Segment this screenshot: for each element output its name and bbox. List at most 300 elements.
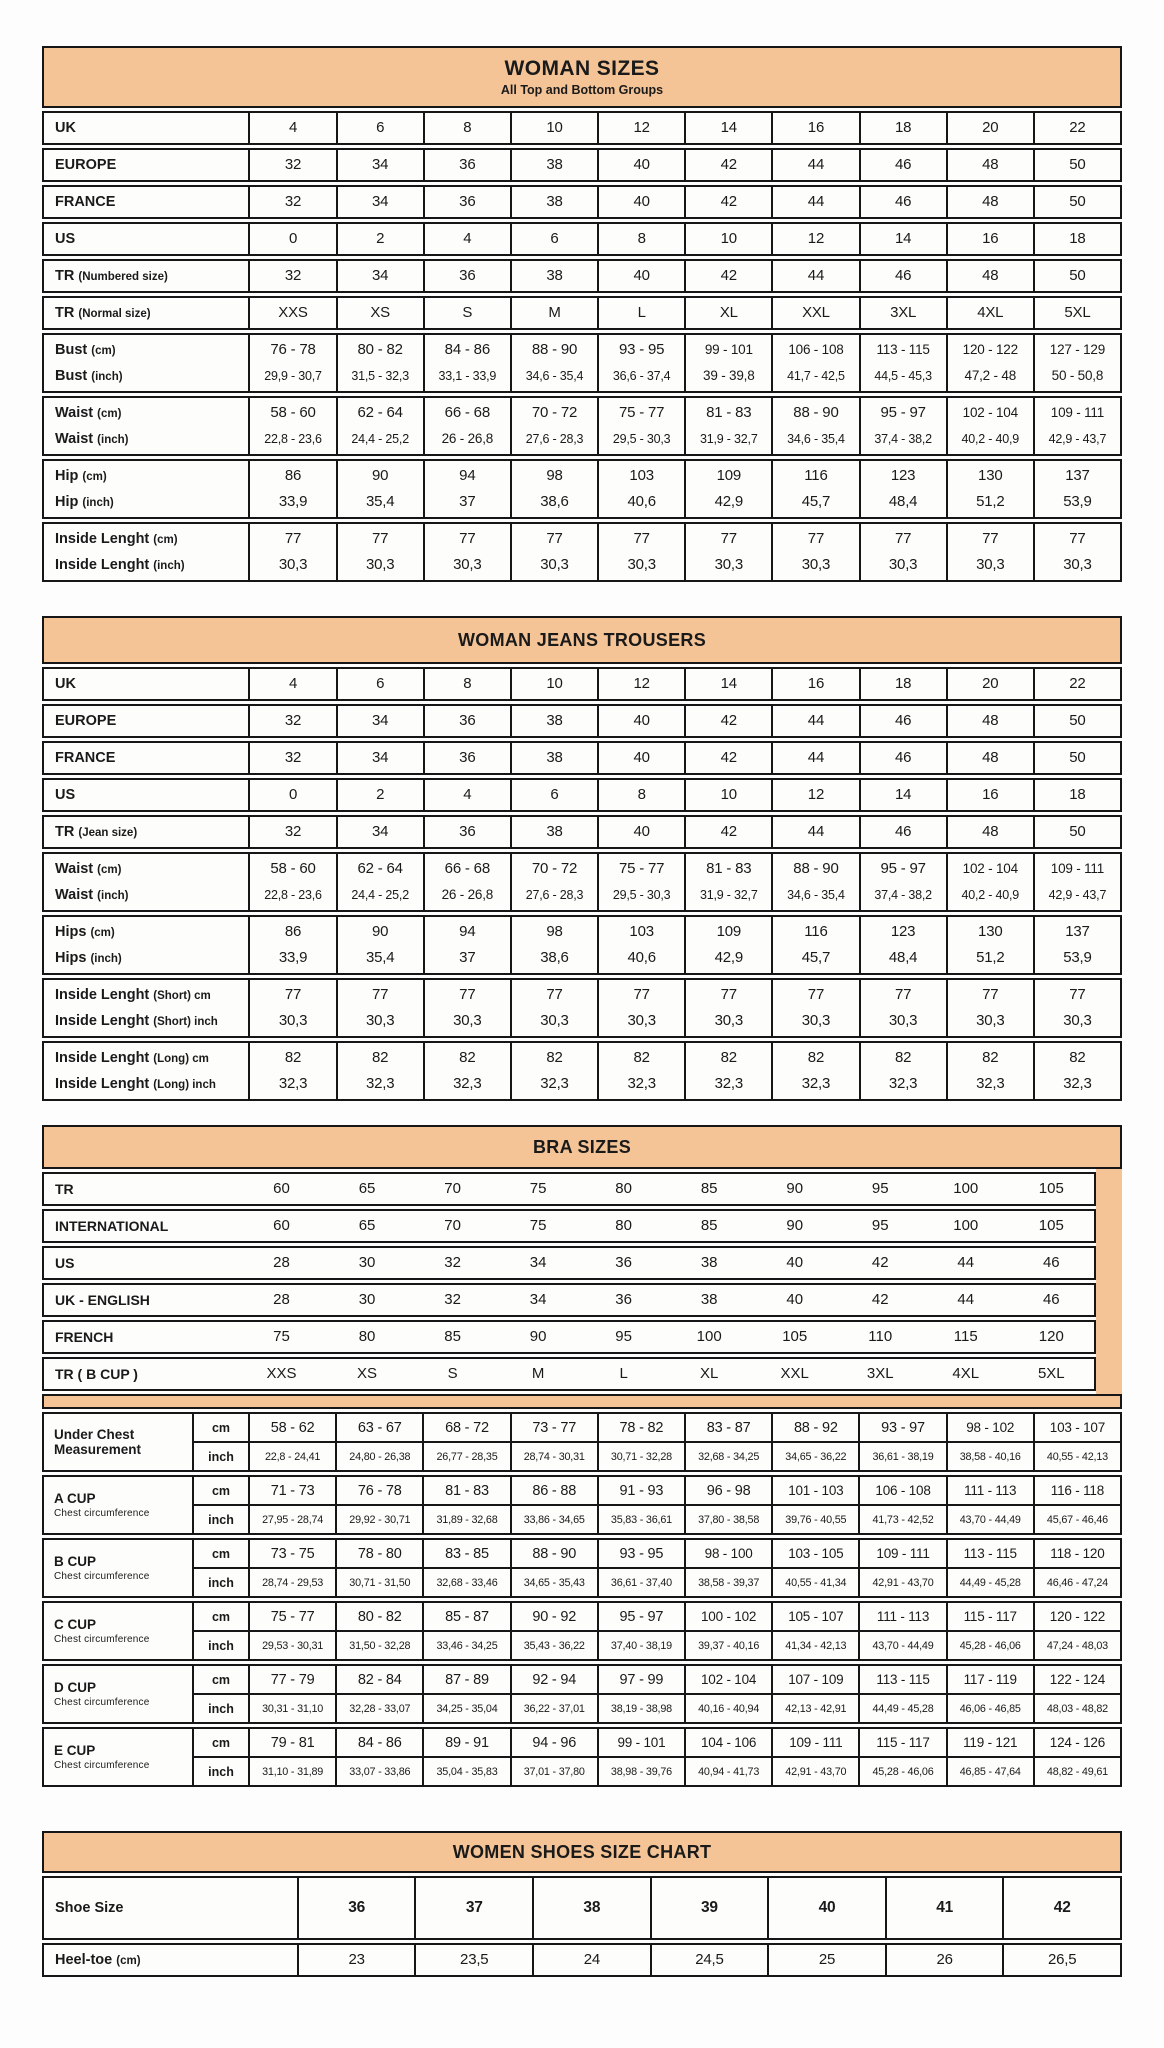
- size-value: 12: [807, 786, 825, 803]
- size-value: 32,3: [365, 1075, 395, 1092]
- size-cell: [858, 1666, 945, 1722]
- size-cell: [510, 817, 597, 847]
- size-cell: [771, 335, 858, 391]
- size-cell: [946, 1540, 1033, 1596]
- size-value: 32,3: [1063, 1075, 1092, 1092]
- row-label-text: Inside Lenght (Short) inch: [55, 1013, 218, 1029]
- size-value: 50 - 50,8: [1051, 368, 1104, 383]
- size-cell: [510, 461, 597, 517]
- row-label: [44, 398, 248, 454]
- size-cell: 100: [953, 1180, 979, 1197]
- size-value: 8: [637, 230, 646, 247]
- size-cell: [510, 113, 597, 143]
- size-cell: [859, 743, 946, 773]
- size-value: 84 - 86: [444, 341, 490, 358]
- size-value: 83 - 85: [424, 1540, 509, 1569]
- size-cell: [1033, 1414, 1120, 1470]
- size-cell: [771, 817, 858, 847]
- size-cell: [1033, 1043, 1120, 1099]
- unit-label: [194, 1414, 248, 1443]
- size-value: 130: [978, 923, 1003, 940]
- size-value: 83 - 87: [686, 1414, 771, 1443]
- size-cell: [248, 706, 335, 736]
- size-value: 30,3: [976, 1012, 1005, 1029]
- size-value: 42: [720, 712, 737, 729]
- size-cell: [859, 187, 946, 217]
- size-value: 40,2 - 40,9: [961, 888, 1020, 902]
- size-value: 41: [936, 1899, 954, 1916]
- size-value: 77: [1069, 986, 1086, 1003]
- size-cell: XXS: [266, 1365, 297, 1382]
- size-value: 90 - 92: [512, 1603, 597, 1632]
- table-row: [42, 741, 1122, 775]
- size-cell: 75: [529, 1217, 547, 1234]
- size-value: 75 - 77: [618, 404, 665, 421]
- size-value: 48,4: [888, 949, 918, 966]
- size-cell: 75: [529, 1180, 547, 1197]
- size-value: 115 - 117: [948, 1603, 1033, 1632]
- size-cell: [335, 1666, 422, 1722]
- size-value: 40: [633, 749, 650, 766]
- size-value: 36,6 - 37,4: [612, 369, 671, 383]
- size-value: 33,07 - 33,86: [349, 1765, 411, 1778]
- size-value: 106 - 108: [788, 342, 844, 357]
- size-cell: [859, 150, 946, 180]
- section-separator: [42, 1394, 1122, 1409]
- size-cell: [771, 261, 858, 291]
- size-value: 18: [1069, 230, 1086, 247]
- size-value: 31,9 - 32,7: [700, 432, 758, 446]
- size-cell: [684, 854, 771, 910]
- cup-label: [44, 1414, 194, 1470]
- size-cell: [422, 1540, 509, 1596]
- size-cell: [510, 669, 597, 699]
- size-value: 80 - 82: [357, 341, 403, 358]
- size-cell: [510, 917, 597, 973]
- size-value: 20: [982, 675, 999, 692]
- size-cell: [684, 1414, 771, 1470]
- size-value: 44: [807, 156, 825, 173]
- size-cell: L: [619, 1365, 628, 1382]
- size-value: 18: [894, 119, 912, 136]
- size-value: 30,3: [1063, 1012, 1092, 1029]
- row-label: [44, 780, 248, 810]
- size-value: 82: [982, 1049, 999, 1066]
- size-value: 20: [982, 119, 999, 136]
- size-value: 46: [894, 749, 912, 766]
- row-label-text: TR (Jean size): [55, 824, 138, 840]
- size-cell: [336, 1043, 423, 1099]
- size-cell: [510, 261, 597, 291]
- table-row: [42, 396, 1122, 456]
- table-row: [42, 852, 1122, 912]
- cup-name: B CUP: [54, 1554, 97, 1569]
- size-value: 36,61 - 37,40: [610, 1576, 672, 1589]
- size-value: 127 - 129: [1049, 342, 1106, 357]
- size-value: 89 - 91: [424, 1729, 509, 1758]
- size-cell: [1033, 113, 1120, 143]
- size-cell: [248, 1603, 335, 1659]
- size-cell: [248, 854, 335, 910]
- size-cell: [597, 706, 684, 736]
- row-label-text: FRANCE: [55, 750, 116, 766]
- size-value: 46,06 - 46,85: [959, 1702, 1021, 1715]
- size-cell: [248, 150, 335, 180]
- size-value: 32,3: [540, 1075, 569, 1092]
- size-value: 42: [720, 156, 737, 173]
- unit-text: cm: [211, 1420, 231, 1435]
- size-value: 53,9: [1063, 949, 1092, 966]
- size-cell: 32: [444, 1254, 461, 1271]
- size-value: 77: [372, 986, 389, 1003]
- size-value: 32,3: [278, 1075, 308, 1092]
- table-row: [42, 296, 1122, 330]
- size-cell: [335, 1603, 422, 1659]
- size-value: 99 - 101: [704, 342, 753, 357]
- size-value: 34,6 - 35,4: [787, 888, 845, 902]
- size-value: XL: [719, 304, 738, 321]
- size-value: 63 - 67: [337, 1414, 422, 1443]
- size-value: 40: [633, 712, 650, 729]
- size-cell: [771, 150, 858, 180]
- unit-cell: [194, 1477, 248, 1533]
- size-value: 58 - 60: [270, 404, 316, 421]
- size-value: 113 - 115: [860, 1666, 945, 1695]
- size-value: 111 - 113: [948, 1477, 1033, 1506]
- size-cell: [946, 706, 1033, 736]
- size-value: 22,8 - 23,6: [264, 432, 322, 446]
- unit-cell: [194, 1729, 248, 1785]
- size-cell: [597, 224, 684, 254]
- size-value: 94: [459, 467, 476, 484]
- size-value: 77: [807, 530, 825, 547]
- size-value: 48,82 - 49,61: [1046, 1765, 1108, 1778]
- size-value: 46: [894, 156, 912, 173]
- size-value: 119 - 121: [948, 1729, 1033, 1758]
- size-value: 30,3: [453, 1012, 482, 1029]
- size-cell: [597, 150, 684, 180]
- size-value: 86: [284, 467, 302, 484]
- size-cell: 44: [957, 1291, 975, 1308]
- size-value: 58 - 62: [250, 1414, 335, 1443]
- size-cell: [422, 1603, 509, 1659]
- size-cell: [859, 461, 946, 517]
- woman-sizes-header: [42, 46, 1122, 108]
- size-cell: [771, 461, 858, 517]
- size-value: 81 - 83: [706, 404, 752, 421]
- size-value: 77: [807, 986, 825, 1003]
- size-cell: 105: [782, 1328, 808, 1345]
- row-label: TR ( B CUP ): [55, 1366, 138, 1382]
- table-row: [42, 259, 1122, 293]
- size-cell: [248, 261, 335, 291]
- size-value: 90: [372, 923, 389, 940]
- size-value: 30,3: [888, 556, 918, 573]
- table-row: [42, 815, 1122, 849]
- row-label-text: US: [55, 787, 76, 803]
- size-value: 24,4 - 25,2: [351, 888, 409, 902]
- size-value: 48: [982, 712, 999, 729]
- size-value: 50: [1069, 156, 1086, 173]
- size-value: 42: [720, 193, 737, 210]
- bra-band-section: [42, 1172, 1122, 1391]
- bra-band-row: [42, 1172, 1096, 1206]
- size-cell: [510, 187, 597, 217]
- size-value: 82: [546, 1049, 563, 1066]
- size-cell: [248, 524, 335, 580]
- size-cell: [248, 669, 335, 699]
- size-cell: [510, 398, 597, 454]
- size-value: 38: [546, 156, 563, 173]
- size-value: 36: [459, 267, 476, 284]
- size-value: 14: [720, 119, 737, 136]
- size-cell: [771, 1477, 858, 1533]
- size-value: 40,16 - 40,94: [698, 1702, 760, 1715]
- size-cell: 105: [1038, 1180, 1064, 1197]
- size-value: 8: [463, 119, 472, 136]
- size-cell: [684, 1540, 771, 1596]
- size-value: 40,55 - 42,13: [1046, 1450, 1108, 1463]
- size-value: 45,28 - 46,06: [959, 1639, 1021, 1652]
- size-cell: [946, 150, 1033, 180]
- size-value: 34,65 - 35,43: [523, 1576, 585, 1589]
- row-label: INTERNATIONAL: [55, 1218, 169, 1234]
- size-value: 36: [459, 749, 476, 766]
- size-cell: [859, 706, 946, 736]
- accent-strip: [1096, 1169, 1122, 1394]
- size-value: 104 - 106: [686, 1729, 771, 1758]
- unit-label: [194, 1569, 248, 1596]
- size-cell: [597, 524, 684, 580]
- size-cell: [771, 1666, 858, 1722]
- size-cell: [946, 743, 1033, 773]
- size-value: 32,3: [714, 1075, 743, 1092]
- size-value: 97 - 99: [599, 1666, 684, 1695]
- size-value: 32,3: [627, 1075, 656, 1092]
- woman-jeans-rows: [42, 667, 1122, 1101]
- unit-text: cm: [211, 1483, 231, 1498]
- size-cell: [297, 1878, 415, 1938]
- size-value: 2: [376, 230, 385, 247]
- size-cell: [423, 1043, 510, 1099]
- size-cell: 120: [1038, 1328, 1064, 1345]
- size-cell: [771, 1414, 858, 1470]
- size-value: 4: [463, 230, 472, 247]
- size-cell: 34: [529, 1254, 547, 1271]
- size-cell: [946, 461, 1033, 517]
- size-value: 38,58 - 39,37: [698, 1576, 760, 1589]
- size-value: 42,9 - 43,7: [1048, 888, 1107, 902]
- size-cell: [684, 1666, 771, 1722]
- size-value: 73 - 75: [250, 1540, 335, 1569]
- row-label: [44, 980, 248, 1036]
- size-value: 103 - 107: [1035, 1414, 1120, 1443]
- size-cell: [771, 780, 858, 810]
- size-value: 46: [894, 823, 912, 840]
- size-value: 8: [463, 675, 472, 692]
- size-cell: [684, 1603, 771, 1659]
- size-value: 105 - 107: [773, 1603, 858, 1632]
- bra-sizes-table: [42, 1125, 1122, 1787]
- size-value: 30,3: [627, 556, 656, 573]
- size-value: 4XL: [977, 304, 1004, 321]
- size-value: 29,92 - 30,71: [349, 1513, 411, 1526]
- size-value: 77 - 79: [250, 1666, 335, 1695]
- size-cell: [336, 187, 423, 217]
- size-value: 109: [716, 923, 742, 940]
- row-label: US: [55, 1255, 75, 1271]
- size-cell: [1033, 150, 1120, 180]
- size-cell: [248, 113, 335, 143]
- size-value: 75 - 77: [250, 1603, 335, 1632]
- size-cell: [946, 669, 1033, 699]
- size-cell: [336, 261, 423, 291]
- size-cell: [946, 980, 1033, 1036]
- size-cell: 32: [444, 1291, 461, 1308]
- size-cell: 75: [273, 1328, 290, 1345]
- cup-name: C CUP: [54, 1617, 97, 1632]
- size-cell: [771, 917, 858, 973]
- size-cell: [423, 398, 510, 454]
- size-value: 68 - 72: [424, 1414, 509, 1443]
- size-cell: [684, 917, 771, 973]
- size-value: 39 - 39,8: [703, 368, 755, 383]
- size-value: 43,70 - 44,49: [872, 1639, 934, 1652]
- cup-sublabel: Chest circumference: [54, 1634, 150, 1645]
- size-cell: 40: [786, 1254, 804, 1271]
- size-value: 6: [550, 230, 559, 247]
- size-value: 42: [720, 823, 737, 840]
- size-value: 120 - 122: [1035, 1603, 1120, 1632]
- size-cell: [248, 780, 335, 810]
- size-value: 36: [459, 193, 476, 210]
- size-value: 42,91 - 43,70: [872, 1576, 934, 1589]
- size-value: 39,76 - 40,55: [785, 1513, 847, 1526]
- size-cell: [336, 669, 423, 699]
- size-value: 28,74 - 30,31: [523, 1450, 585, 1463]
- size-value: 103: [629, 467, 654, 484]
- size-value: 40: [633, 193, 650, 210]
- size-value: 24: [583, 1951, 600, 1968]
- size-cell: [684, 335, 771, 391]
- woman-sizes-rows: [42, 111, 1122, 582]
- size-cell: [858, 1414, 945, 1470]
- row-label-text: TR (Numbered size): [55, 268, 168, 284]
- size-cell: [336, 461, 423, 517]
- size-cell: 60: [273, 1180, 290, 1197]
- size-value: 30,71 - 32,28: [610, 1450, 672, 1463]
- row-label: [44, 150, 248, 180]
- size-value: 94 - 96: [512, 1729, 597, 1758]
- size-value: 44,49 - 45,28: [872, 1702, 934, 1715]
- size-value: 77: [982, 986, 999, 1003]
- size-value: 32: [284, 712, 302, 729]
- size-cell: 70: [444, 1217, 461, 1234]
- size-value: 82: [720, 1049, 737, 1066]
- size-value: 10: [720, 230, 737, 247]
- size-cell: [858, 1540, 945, 1596]
- size-value: 53,9: [1063, 493, 1092, 510]
- size-cell: [510, 1043, 597, 1099]
- size-value: 44,5 - 45,3: [874, 369, 932, 383]
- size-value: 96 - 98: [686, 1477, 771, 1506]
- size-value: XXS: [278, 304, 308, 321]
- size-value: 3XL: [890, 304, 917, 321]
- size-cell: [336, 854, 423, 910]
- size-cell: 90: [786, 1180, 804, 1197]
- row-label-text: UK: [55, 120, 76, 136]
- size-cell: [248, 187, 335, 217]
- size-value: 26,5: [1048, 1951, 1077, 1968]
- size-value: 22: [1069, 119, 1086, 136]
- size-cell: 36: [615, 1291, 632, 1308]
- size-value: 41,34 - 42,13: [785, 1639, 847, 1652]
- size-cell: [771, 524, 858, 580]
- size-value: 44: [807, 712, 825, 729]
- size-value: 30,3: [453, 556, 482, 573]
- size-cell: [684, 1477, 771, 1533]
- size-value: 44: [807, 267, 825, 284]
- size-value: 40: [818, 1899, 836, 1916]
- size-value: 116 - 118: [1035, 1477, 1120, 1506]
- size-cell: 36: [615, 1254, 632, 1271]
- size-value: 85 - 87: [424, 1603, 509, 1632]
- size-value: 82: [1069, 1049, 1086, 1066]
- size-value: 26 - 26,8: [441, 887, 494, 902]
- row-label-text: Inside Lenght (cm): [55, 531, 178, 547]
- table-row: [42, 185, 1122, 219]
- size-value: 26 - 26,8: [441, 431, 494, 446]
- size-value: 101 - 103: [773, 1477, 858, 1506]
- size-cell: [510, 1729, 597, 1785]
- size-cell: [335, 1414, 422, 1470]
- size-value: 50: [1069, 823, 1086, 840]
- size-cell: 110: [868, 1328, 893, 1345]
- size-cell: [423, 817, 510, 847]
- size-cell: [510, 706, 597, 736]
- table-row: [42, 522, 1122, 582]
- size-value: 30,3: [278, 556, 308, 573]
- size-cell: 85: [700, 1180, 718, 1197]
- size-value: 93 - 95: [599, 1540, 684, 1569]
- size-value: 113 - 115: [876, 342, 930, 357]
- size-cell: 65: [358, 1180, 376, 1197]
- size-cell: [336, 917, 423, 973]
- size-cell: [336, 706, 423, 736]
- size-cell: [1033, 854, 1120, 910]
- size-value: 109 - 111: [1050, 405, 1105, 420]
- size-value: 50: [1069, 193, 1086, 210]
- row-label-text: Inside Lenght (inch): [55, 557, 185, 573]
- size-value: 30,3: [540, 556, 569, 573]
- row-label: [44, 261, 248, 291]
- size-cell: [422, 1414, 509, 1470]
- size-value: 76 - 78: [337, 1477, 422, 1506]
- size-value: 35,4: [365, 493, 395, 510]
- row-label: FRENCH: [55, 1329, 114, 1345]
- size-value: 36,61 - 38,19: [872, 1450, 934, 1463]
- size-cell: 95: [871, 1217, 889, 1234]
- size-cell: [771, 706, 858, 736]
- size-value: 10: [546, 675, 563, 692]
- size-cell: 100: [696, 1328, 722, 1345]
- size-cell: [771, 298, 858, 328]
- size-value: S: [462, 304, 473, 321]
- size-cell: 46: [1042, 1254, 1060, 1271]
- size-cell: [859, 854, 946, 910]
- woman-jeans-table: [42, 616, 1122, 1101]
- size-value: 35,43 - 36,22: [523, 1639, 585, 1652]
